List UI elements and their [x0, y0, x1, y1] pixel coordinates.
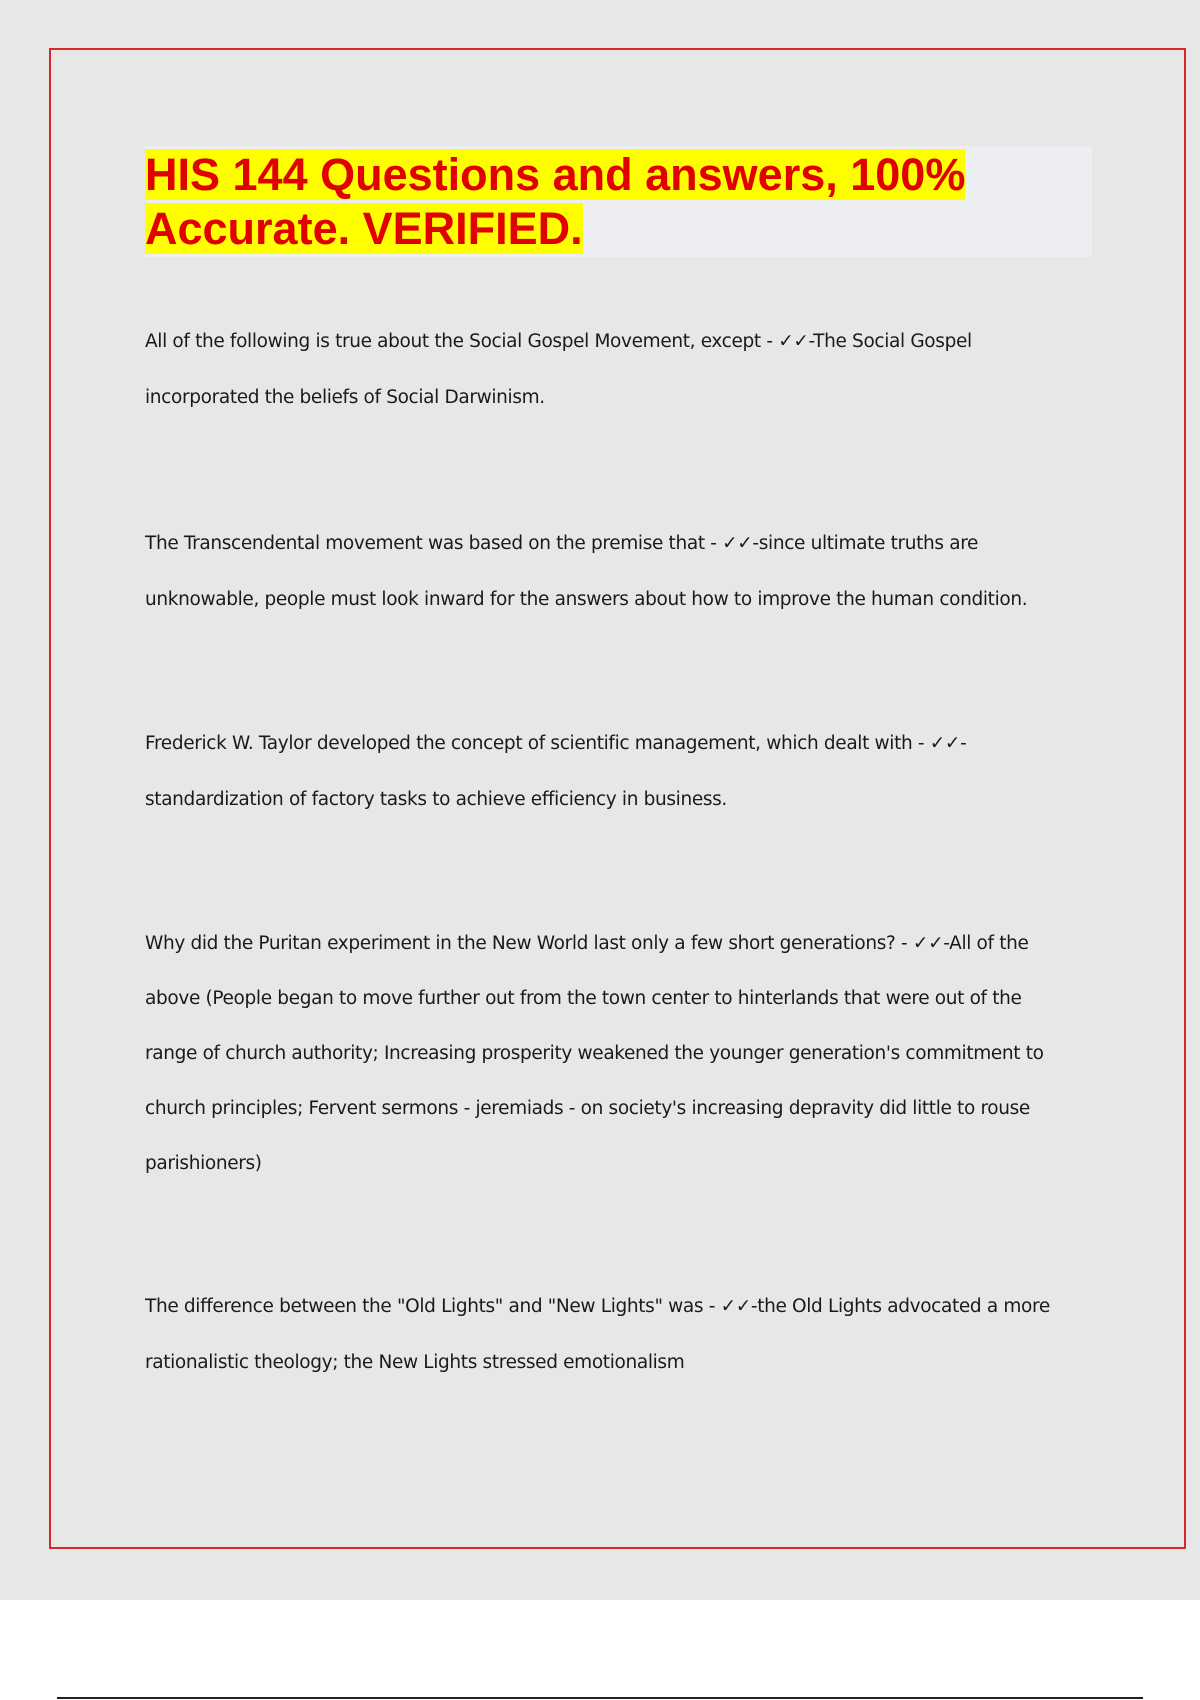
document-title [145, 148, 1075, 256]
question-text: Frederick W. Taylor developed the concept of scientific management, which dealt with [145, 733, 913, 754]
question-text: Why did the Puritan experiment in the New World last only a few short generations? [145, 933, 896, 954]
footer-divider [57, 1697, 1143, 1699]
question-text: All of the following is true about the Social Gospel Movement, except [145, 331, 761, 352]
answer-text: All of the above (People began to move further out from the town center to hinterlands that were out of the range of church authority; Increasing prosperity weakened the younger generation's commitment to church principles; Fervent sermons - jeremiads - on society's increasing depravity did little to rouse parishioners) [145, 933, 1044, 1174]
answer-check-separator: - ✓✓- [760, 331, 814, 352]
answer-check-separator: - ✓✓- [704, 533, 759, 554]
qa-item-5 [145, 1279, 1075, 1391]
qa-item-1 [145, 314, 1075, 426]
question-text: The Transcendental movement was based on the premise that [145, 533, 705, 554]
answer-text: The Social Gospel incorporated the beliefs of Social Darwinism. [145, 331, 972, 408]
qa-item-2 [145, 516, 1075, 628]
answer-check-separator: - ✓✓- [912, 733, 967, 754]
question-text: The difference between the "Old Lights" and "New Lights" was [145, 1296, 704, 1317]
qa-item-3 [145, 716, 1075, 828]
qa-item-4 [145, 916, 1075, 1191]
answer-text: standardization of factory tasks to achieve efficiency in business. [145, 789, 727, 810]
answer-check-separator: - ✓✓- [895, 933, 950, 954]
title-highlight: HIS 144 Questions and answers, 100% Accurate. VERIFIED. [145, 149, 966, 254]
answer-check-separator: - ✓✓- [703, 1296, 758, 1317]
answer-text: since ultimate truths are unknowable, people must look inward for the answers about how to improve the human condition. [145, 533, 1028, 610]
answer-text: the Old Lights advocated a more rationalistic theology; the New Lights stressed emotionalism [145, 1296, 1050, 1373]
